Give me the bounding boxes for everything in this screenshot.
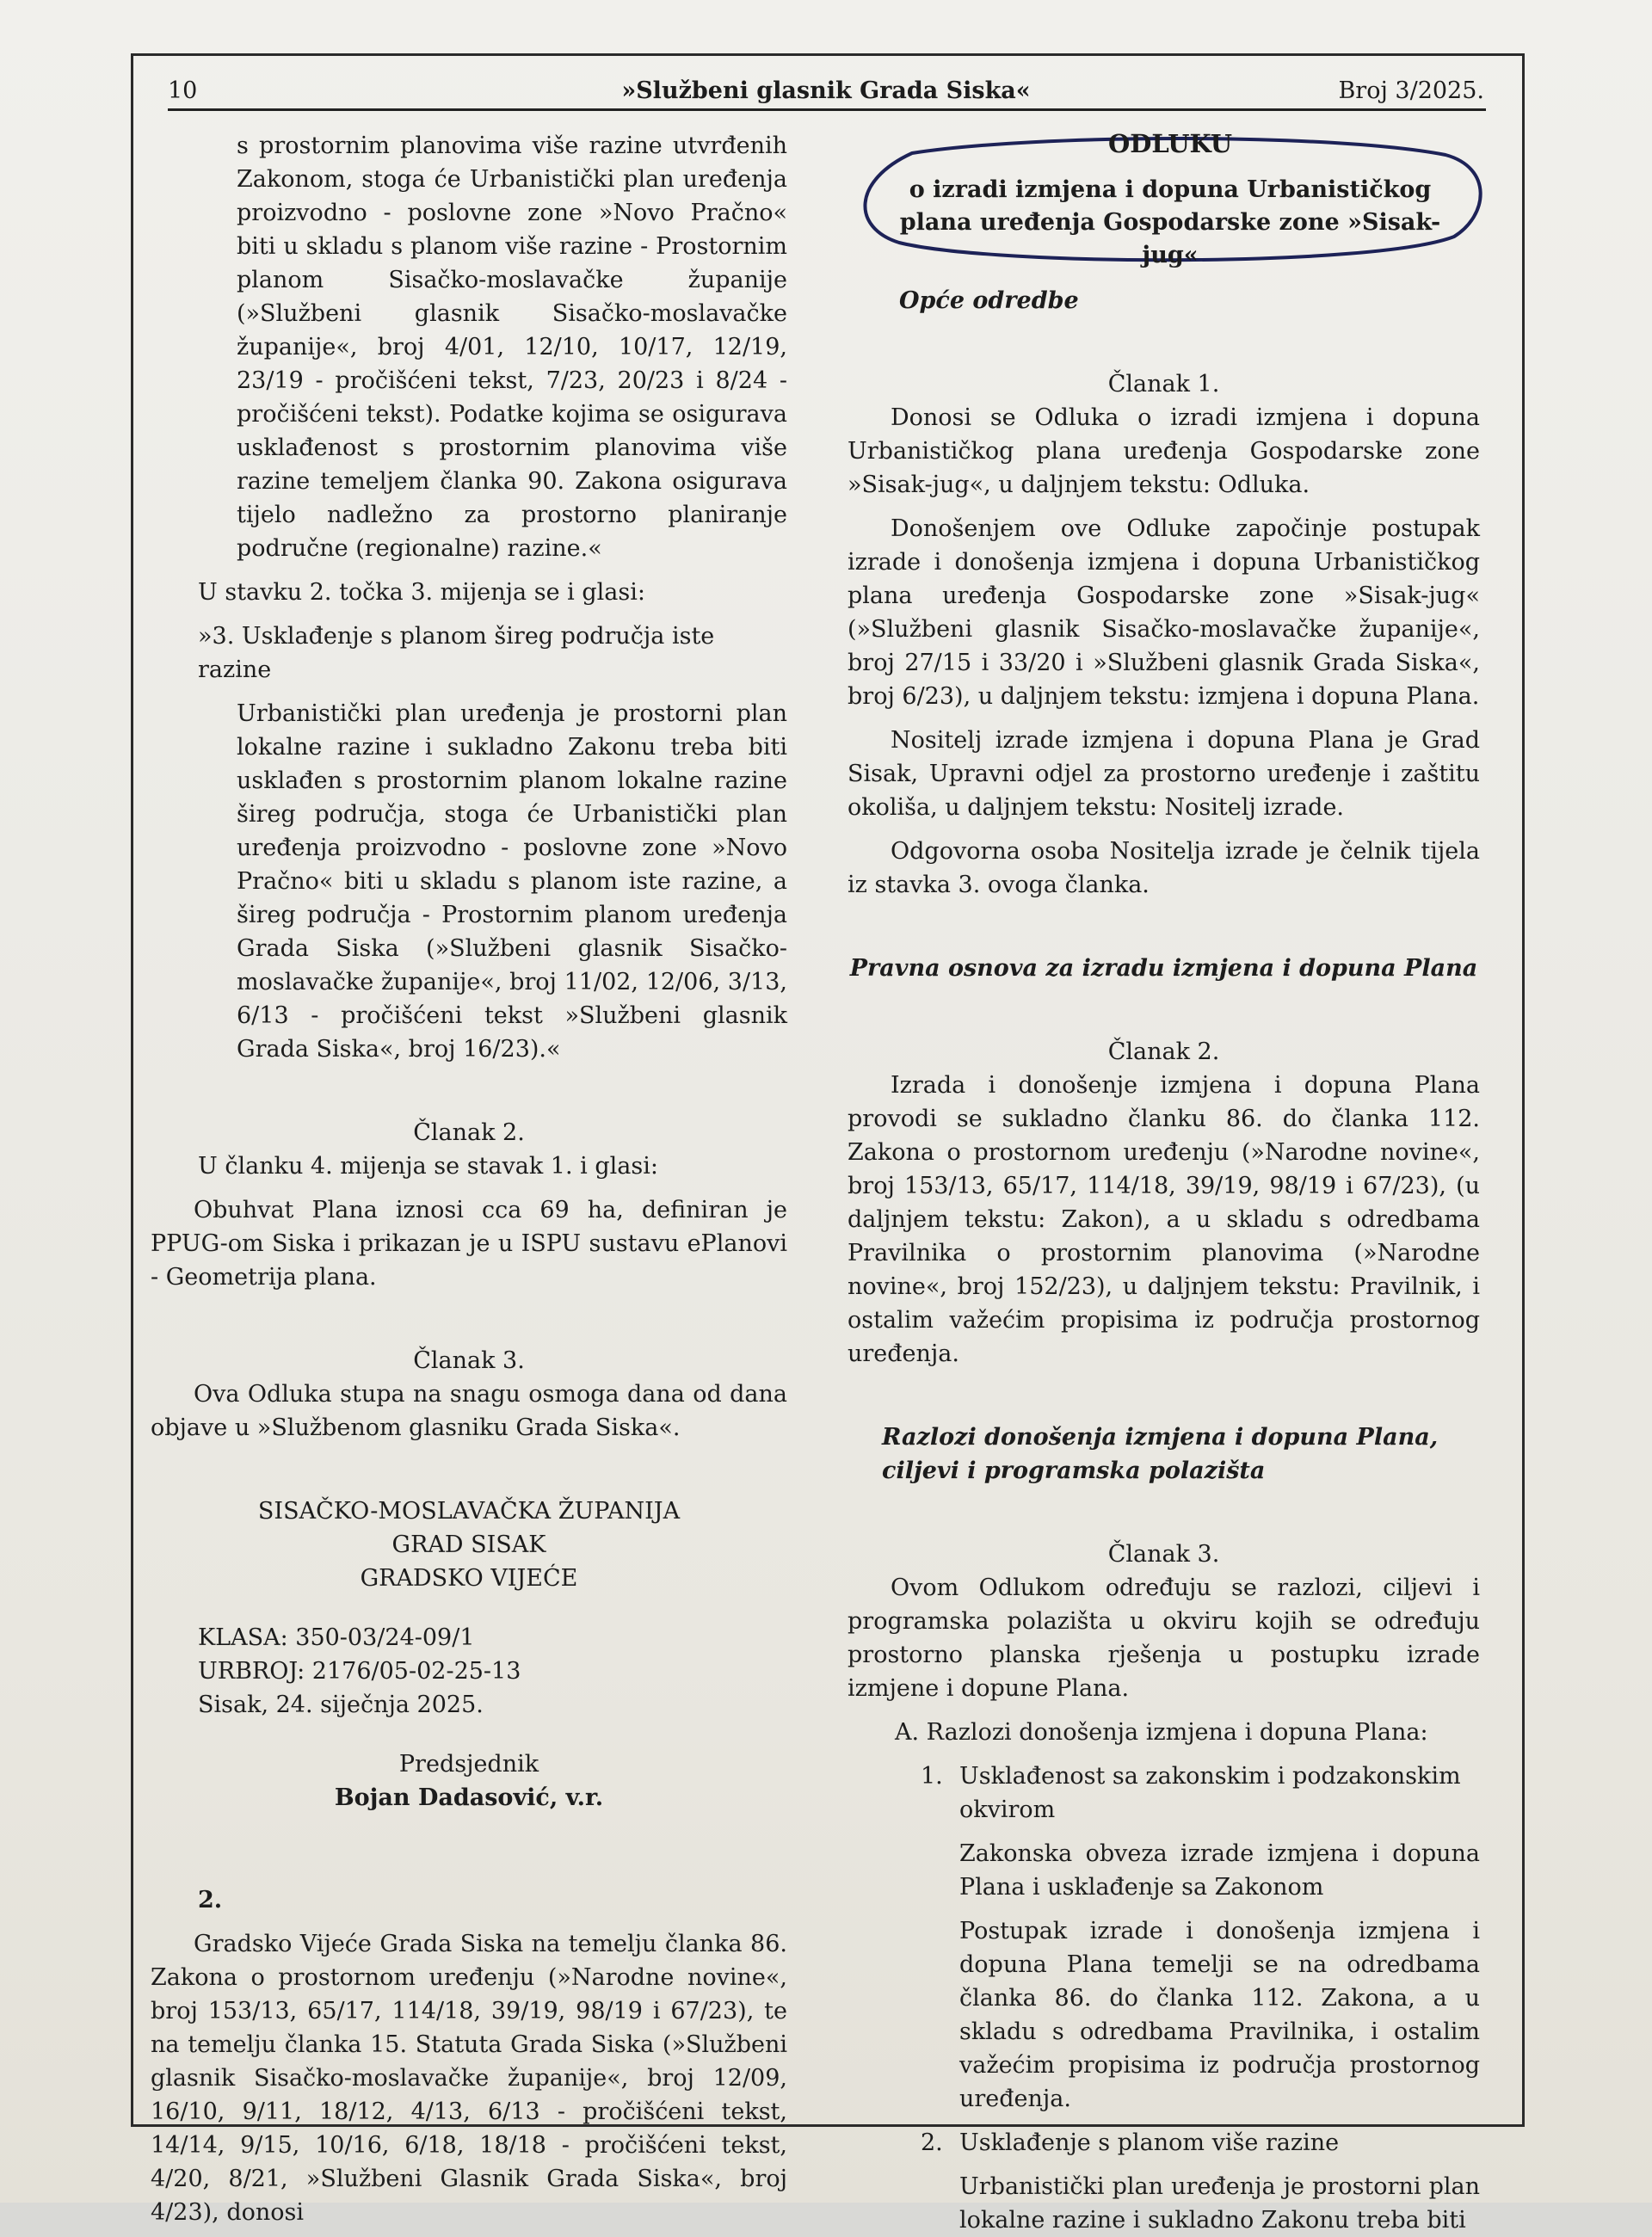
list-item <box>921 2126 1480 2160</box>
article-heading: Članak 3. <box>413 1347 525 1374</box>
authority-line: GRADSKO VIJEĆE <box>360 1565 578 1592</box>
list-item-number: 1. <box>921 1763 943 1790</box>
article-heading: Članak 3. <box>1107 1541 1220 1568</box>
list-heading: A. Razlozi donošenja izmjena i dopuna Plana: <box>895 1719 1428 1746</box>
article-heading: Članak 2. <box>1107 1038 1220 1065</box>
paragraph: Urbanistički plan uređenja je prostorni plan lokalne razine i sukladno Zakonu treba biti <box>959 2173 1480 2234</box>
paragraph: Donosi se Odluka o izradi izmjena i dopuna Urbanističkog plana uređenja Gospodarske zone »Sisak-jug«, u daljnjem tekstu: Odluka. <box>848 404 1480 498</box>
gazette-title: »Službeni glasnik Grada Siska« <box>621 77 1031 104</box>
item-heading: »3. Usklađenje s planom šireg područja iste razine <box>198 623 715 683</box>
president-title: Predsjednik <box>398 1751 539 1778</box>
list-item <box>921 1759 1480 1827</box>
paragraph: Odgovorna osoba Nositelja izrade je čelnik tijela iz stavka 3. ovoga članka. <box>848 838 1480 898</box>
section-heading: Razlozi donošenja izmjena i dopuna Plana, ciljevi i programska polazišta <box>882 1424 1439 1484</box>
preamble: Gradsko Vijeće Grada Siska na temelju članka 86. Zakona o prostornom uređenju (»Narodne novine«, broj 153/13, 65/17, 114/18, 39/19, 98/19 i 67/23), te na temelju članka 15. Statuta Grada Siska (»Službeni glasnik Sisačko-moslavačke županije«, broj 12/09, 16/10, 9/11, 18/12, 4/13, 6/13 - pročišćeni tekst, 14/14, 9/15, 10/16, 6/18, 18/18 - pročišćeni tekst, 4/20, 8/21, »Službeni Glasnik Grada Siska«, broj 4/23), donosi <box>151 1931 787 2226</box>
section-number: 2. <box>198 1887 223 1913</box>
page-number: 10 <box>168 77 198 104</box>
president-name: Bojan Dadasović, v.r. <box>334 1784 604 1811</box>
article-heading: Članak 2. <box>413 1119 525 1146</box>
section-heading: Pravna osnova za izradu izmjena i dopuna Plana <box>849 955 1478 982</box>
left-column <box>151 129 787 2229</box>
paragraph: Urbanistički plan uređenja je prostorni plan lokalne razine i sukladno Zakonu treba biti usklađen s prostornim planom lokalne razine šireg područja, stoga će Urbanistički plan uređenja proizvodno - poslovne zone »Novo Pračno« biti u skladu s planom iste razine, a šireg područja - Prostornim planom uređenja Grada Siska (»Službeni glasnik Sisačko-moslavačke županije«, broj 11/02, 12/06, 3/13, 6/13 - pročišćeni tekst »Službeni glasnik Grada Siska«, broj 16/23).« <box>237 700 787 1063</box>
authority-line: SISAČKO-MOSLAVAČKA ŽUPANIJA <box>257 1498 681 1525</box>
paragraph: Postupak izrade i donošenja izmjena i dopuna Plana temelji se na odredbama članka 86. do članka 112. Zakona, a u skladu s odredbama Pravilnika, i ostalim važećim propisima iz područja prostornog uređenja. <box>959 1918 1480 2112</box>
paragraph: Izrada i donošenje izmjena i dopuna Plana provodi se sukladno članku 86. do članka 112. Zakona o prostornom uređenju (»Narodne novine«, broj 153/13, 65/17, 114/18, 39/19, 98/19 i 67/23), (u daljnjem tekstu: Zakon), a u skladu s odredbama Pravilnika o prostornim planovima (»Narodne novine«, broj 152/23), u daljnjem tekstu: Pravilnik, i ostalim važećim propisima iz područja prostornog uređenja. <box>848 1072 1480 1367</box>
header-rule <box>168 108 1486 111</box>
list-item-title: Usklađenje s planom više razine <box>959 2129 1340 2156</box>
paragraph: Ovom Odlukom određuju se razlozi, ciljevi i programska polazišta u okviru kojih se određuju prostorno planska rješenja u postupku izrade izmjene i dopune Plana. <box>848 1575 1480 1702</box>
paragraph: Zakonska obveza izrade izmjena i dopuna Plana i usklađenje sa Zakonom <box>959 1840 1480 1901</box>
date-place: Sisak, 24. siječnja 2025. <box>198 1692 484 1718</box>
paragraph: Nositelj izrade izmjena i dopuna Plana je Grad Sisak, Upravni odjel za prostorno uređenje i zaštitu okoliša, u daljnjem tekstu: Nositelj izrade. <box>848 727 1480 821</box>
section-heading: Opće odredbe <box>899 287 1079 314</box>
paragraph-continued: s prostornim planovima više razine utvrđenih Zakonom, stoga će Urbanistički plan uređenja proizvodno - poslovne zone »Novo Pračno« biti u skladu s planom više razine - Prostornim planom Sisačko-moslavačke županije (»Službeni glasnik Sisačko-moslavačke županije«, broj 4/01, 12/10, 10/17, 12/19, 23/19 - pročišćeni tekst, 7/23, 20/23 i 8/24 - pročišćeni tekst). Podatke kojima se osigurava usklađenost s prostornim planovima više razine temeljem članka 90. Zakona osigurava tijelo nadležno za prostorno planiranje područne (regionalne) razine.« <box>237 132 787 562</box>
list-item-number: 2. <box>921 2129 943 2156</box>
authority-line: GRAD SISAK <box>391 1531 546 1558</box>
decision-subtitle: o izradi izmjena i dopuna Urbanističkog plana uređenja Gospodarske zone »Sisak-jug« <box>899 176 1441 268</box>
list-item-title: Usklađenost sa zakonskim i podzakonskim okvirom <box>959 1763 1461 1823</box>
article-heading: Članak 1. <box>1107 371 1220 397</box>
paragraph: Donošenjem ove Odluke započinje postupak izrade i donošenja izmjena i dopuna Urbanističkog plana uređenja Gospodarske zone »Sisak-jug« (»Službeni glasnik Sisačko-moslavačke županije«, broj 27/15 i 33/20 i »Službeni glasnik Grada Siska«, broj 6/23), u daljnjem tekstu: izmjena i dopuna Plana. <box>848 515 1480 710</box>
paragraph: U članku 4. mijenja se stavak 1. i glasi: <box>198 1153 658 1180</box>
decision-title-block <box>852 129 1489 267</box>
decision-title: ODLUKU <box>1108 129 1232 158</box>
paragraph: Obuhvat Plana iznosi cca 69 ha, definiran je PPUG-om Siska i prikazan je u ISPU sustavu ePlanovi - Geometrija plana. <box>151 1197 787 1291</box>
paragraph: U stavku 2. točka 3. mijenja se i glasi: <box>198 579 645 606</box>
right-column <box>848 284 1480 2237</box>
urbroj: URBROJ: 2176/05-02-25-13 <box>198 1658 521 1685</box>
paragraph: Ova Odluka stupa na snagu osmoga dana od dana objave u »Službenom glasniku Grada Siska«. <box>151 1381 787 1441</box>
klasa: KLASA: 350-03/24-09/1 <box>198 1624 475 1651</box>
issue-number: Broj 3/2025. <box>1338 77 1484 104</box>
